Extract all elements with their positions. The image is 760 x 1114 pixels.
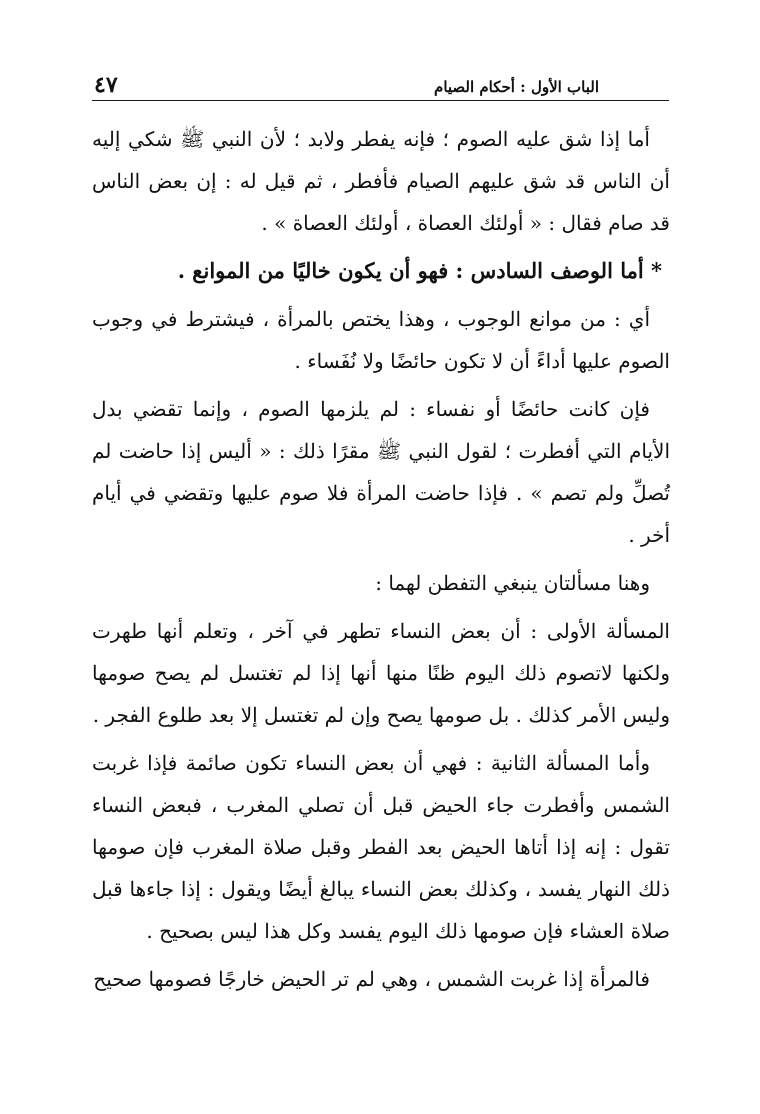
paragraph-conclusion: فالمرأة إذا غربت الشمس ، وهي لم تر الحيض خارجًا فصومها صحيح [93,967,650,991]
page-body [92,118,670,1006]
paragraph-impediments: أي : من موانع الوجوب ، وهذا يختص بالمرأة ، فيشترط في وجوب الصوم عليها أداءً أن لا تكون حائضًا ولا نُفَساء . [92,307,670,373]
header-rule [92,100,669,101]
paragraph-two-issues: وهنا مسألتان ينبغي التفطن لهما : [375,571,650,595]
paragraph-first-issue: المسألة الأولى : أن بعض النساء تطهر في آخر ، وتعلم أنها طهرت ولكنها لاتصوم ذلك اليوم ظنًا منها أنها إذا لم تغتسل لم يصح صومها وليس الأمر كذلك . بل صومها يصح وإن لم تغتسل إلا بعد طلوع الفجر . [92,619,670,727]
chapter-title: الباب الأول : أحكام الصيام [434,78,599,96]
section-heading-sixth-condition: * أما الوصف السادس : فهو أن يكون خاليًا من الموانع . [177,258,662,283]
paragraph-second-issue: وأما المسألة الثانية : فهي أن بعض النساء تكون صائمة فإذا غربت الشمس وأفطرت جاء الحيض قبل أن تصلي المغرب ، فبعض النساء تقول : إنه إذا أتاها الحيض بعد الفطر وقبل صلاة المغرب فإن صومها ذلك النهار يفسد ، وكذلك بعض النساء يبالغ أيضًا ويقول : إذا جاءها قبل صلاة العشاء فإن صومها ذلك اليوم يفسد وكل هذا ليس بصحيح . [92,751,670,943]
paragraph-menstruation: فإن كانت حائضًا أو نفساء : لم يلزمها الصوم ، وإنما تقضي بدل الأيام التي أفطرت ؛ لقول النبي ﷺ مقرًا ذلك : « أليس إذا حاضت لم تُصلِّ ولم تصم » . فإذا حاضت المرأة فلا صوم عليها وتقضي في أيام أخر . [92,397,670,547]
paragraph-fasting-hardship: أما إذا شق عليه الصوم ؛ فإنه يفطر ولابد ؛ لأن النبي ﷺ شكي إليه أن الناس قد شق عليهم الصيام فأفطر ، ثم قيل له : إن بعض الناس قد صام فقال : « أولئك العصاة ، أولئك العصاة » . [92,127,670,235]
page-header [92,70,669,104]
page-number: ٤٧ [94,72,118,98]
